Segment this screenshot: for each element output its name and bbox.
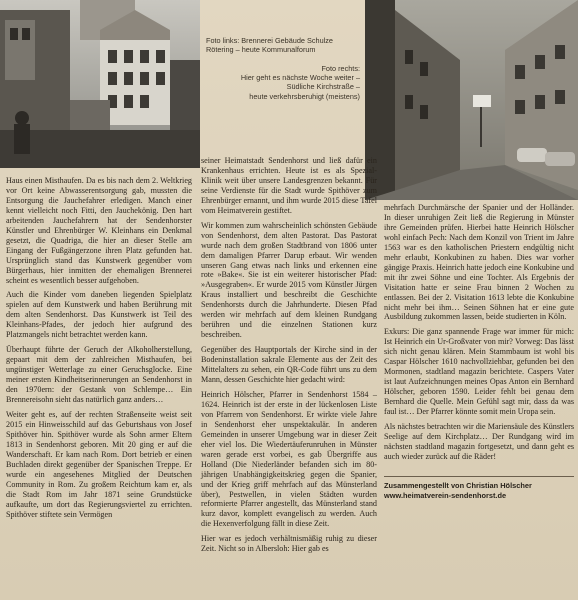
paragraph: Wir kommen zum wahrscheinlich schönsten Gebäude von Sendenhorst, dem alten Pastorat. Das Pastorat wurde nach dem großen Stadtbrand von 1806 unter dem damaligen Pfarrer Darup erbaut. Wir wenden unseren Gang etwas nach links und erkennen eine rote »Bake«. Sie ist ein weiterer historischer Pfad: »Ausgegraben«. Er wurde 2015 vom Künstler Jürgen Kraus installiert und beschreibt die Geschichte Sendenhorsts durch die Jahrhunderte. Diesen Pfad werden wir mehrfach auf dem kleinen Rundgang berühren und die einzelnen Stationen kurz beschreiben. [201, 220, 377, 340]
text-column-3 [384, 203, 574, 501]
text-column-1 [6, 176, 192, 524]
photo-kirchstrasse [365, 0, 578, 200]
author-signature [384, 476, 574, 501]
paragraph: mehrfach Durchmärsche der Spanier und der Holländer. In dieser unruhigen Zeit ließ die Regierung in Münster ihre Gemeinden prüfen. Hierbei hatte Heinrich Hölscher wohl einfach Pech: Nach dem Konzil von Trient im Jahre 1563 war es den katholischen Priestern endgültig nicht mehr erlaubt, Konkubinen zu haben. Dies war vorher gängige Praxis. Heinrich hatte jedoch eine Konkubine und mit ihr zwei Söhne und eine Tochter. Als Ergebnis der Visitation hatte er seine Frau binnen 2 Wochen zu entlassen. Bei der 2. Visitation 1613 lebte die Konkubine nicht mehr bei ihm… Seinen Söhnen hat er eine gute Ausbildung zukommen lassen, beide studierten in Köln. [384, 203, 574, 322]
paragraph: Exkurs: Die ganz spannende Frage war immer für mich: Ist Heinrich ein Ur-Großvater von mir? Vorweg: Das lässt sich nicht genau klären. Mein Stammbaum ist wohl bis Caspar Hölscher 1610 nachvollziehbar, gefunden bei den Mormonen, stadtland magazin berichtete. Caspers Vater ist laut Aufzeichnungen meines Opas Anton ein Bernhard Hölscher, geboren 1590. Leider fehlt bei genau dem Bernhard die Quelle. Mein Gefühl sagt mir, dass da was faul ist… Der Pfarrer könnte somit mein Uropa sein. [384, 327, 574, 417]
caption-line: Südliche Kirchstraße – [286, 82, 360, 92]
photo-brennerei-building [0, 0, 200, 168]
paragraph: Gegenüber des Hauptportals der Kirche sind in der Bodeninstallation sakrale Elemente aus der Zeit des Mittelalters zu sehen, ein QR-Code führt uns zu dem Mann, dessen Geschichte hier gedacht wird: [201, 345, 377, 385]
text-column-2 [201, 156, 377, 559]
paragraph: Weiter geht es, auf der rechten Straßenseite weist seit 2015 ein Hinweisschild auf das Geburtshaus von Josef Spithöver hin. Spithöver wurde als Sohn armer Eltern 1813 in Sendenhorst geboren. Mit 20 ging er auf die Wanderschaft. Er kam nach Rom. Dort betrieb er einen Buchladen direkt gegenüber der Spanischen Treppe. Er wurde ein angesehenes Mitglied der Deutschen Community in Rom. Zu großem Reichtum kam er, als die Stadt Rom im Jahr 1871 seine Grundstücke aufkaufte, um dort das Regierungsviertel zu errichten. Spithöver stiftete sein Vermögen [6, 409, 192, 519]
caption-left-photo [206, 36, 356, 54]
caption-right-photo [206, 64, 360, 101]
divider [384, 476, 574, 477]
caption-line: heute verkehrsberuhigt (meistens) [249, 91, 360, 101]
paragraph: Hier war es jedoch verhältnismäßig ruhig zu dieser Zeit. Nicht so in Albersloh: Hier gab es [201, 534, 377, 554]
caption-line: Hier geht es nächste Woche weiter – [240, 73, 360, 83]
paragraph: Überhaupt führte der Geruch der Alkoholherstellung, gepaart mit dem der zahlreichen Misthaufen, bei ungünstiger Wetterlage zu einer Geruchsglocke. Eine meiner ersten Kindheitserinnerungen an Sendenhorst in den 1970ern: der Gestank von Schlempe… Ein Brennereisohn sieht das natürlich ganz anders… [6, 345, 192, 405]
paragraph: Als nächstes betrachten wir die Mariensäule des Künstlers Seelige auf dem Kirchplatz… Der Rundgang wird im nächsten stadtland magazin fortgesetzt, und dann geht es auch wieder zurück auf die Räder! [384, 422, 574, 461]
caption-line: Foto links: Brennerei Gebäude Schulze [206, 36, 333, 45]
paragraph: Haus einen Misthaufen. Da es bis nach dem 2. Weltkrieg vor Ort keine Abwasserentsorgung gab, mussten die Entsorgung die Jauchefahrer erledigen. Manch einer kennt vielleicht noch Fitti, den Jauchekönig. Den hart arbeitenden Jauchefahrern hat der Sendenhorster Künstler und Ehrenbürger W. Kleinhans ein Denkmal gesetzt, die Quadriga, die hier an dieser Stelle am Eingang der Fußgängerzone ihren Platz gefunden hat. Ursprünglich stand das Kunstwerk gegenüber vom Bürgerhaus, hier inmitten der ehemaligen Brennerei scheint es wesentlich besser aufgehoben. [6, 176, 192, 285]
paragraph: Auch die Kinder vom daneben liegenden Spielplatz spielen auf dem Kunstwerk und haben Berührung mit dem alten Sendenhorst. Das Kunstwerk ist Teil des Kleinhans-Pfades, der jedoch hier aufgrund des Platzmangels nicht betrachtet werden kann. [6, 290, 192, 340]
paragraph: seiner Heimatstadt Sendenhorst und ließ dafür ein Krankenhaus errichten. Heute ist es als Spezial-Klinik weit über unsere Landesgrenzen bekannt. Für seine Verdienste für die Stadt wurde Spithöver zum Ehrenbürger ernannt, und ihm wurde 2015 diese Tafel vom Heimatverein gestiftet. [201, 156, 377, 215]
paragraph: Heinrich Hölscher, Pfarrer in Sendenhorst 1584 – 1624. Heinrich ist der erste in der lückenlosen Liste von Pfarrern von Sendenhorst. Er wirkte viele Jahre in Sendenhorst eher unspektakulär. In anderen Gemeinden in unserer Umgebung war in dieser Zeit eher viel los. Die Wiedertäuferunruhen in Münster waren gerade erst vorbei, es gab Übergriffe aus Holland (Die Niederländer befanden sich im 80-jährigen Unabhängigkeitskrieg gegen die Spanier, und der Krieg griff mehrfach auf das Münsterland über), Pestwellen, in vielen Städten wurden reformierte Pfarrer angestellt, das Münsterland stand kurz davor, komplett evangelisch zu werden. Auch die Hexenverfolgung fällt in diese Zeit. [201, 389, 377, 529]
caption-line: Foto rechts: [321, 64, 360, 73]
author-credit: Zusammengestellt von Christian Hölscher [384, 480, 532, 490]
website-link[interactable]: www.heimatverein-sendenhorst.de [384, 490, 507, 500]
caption-line: Rötering – heute Kommunalforum [206, 45, 316, 55]
